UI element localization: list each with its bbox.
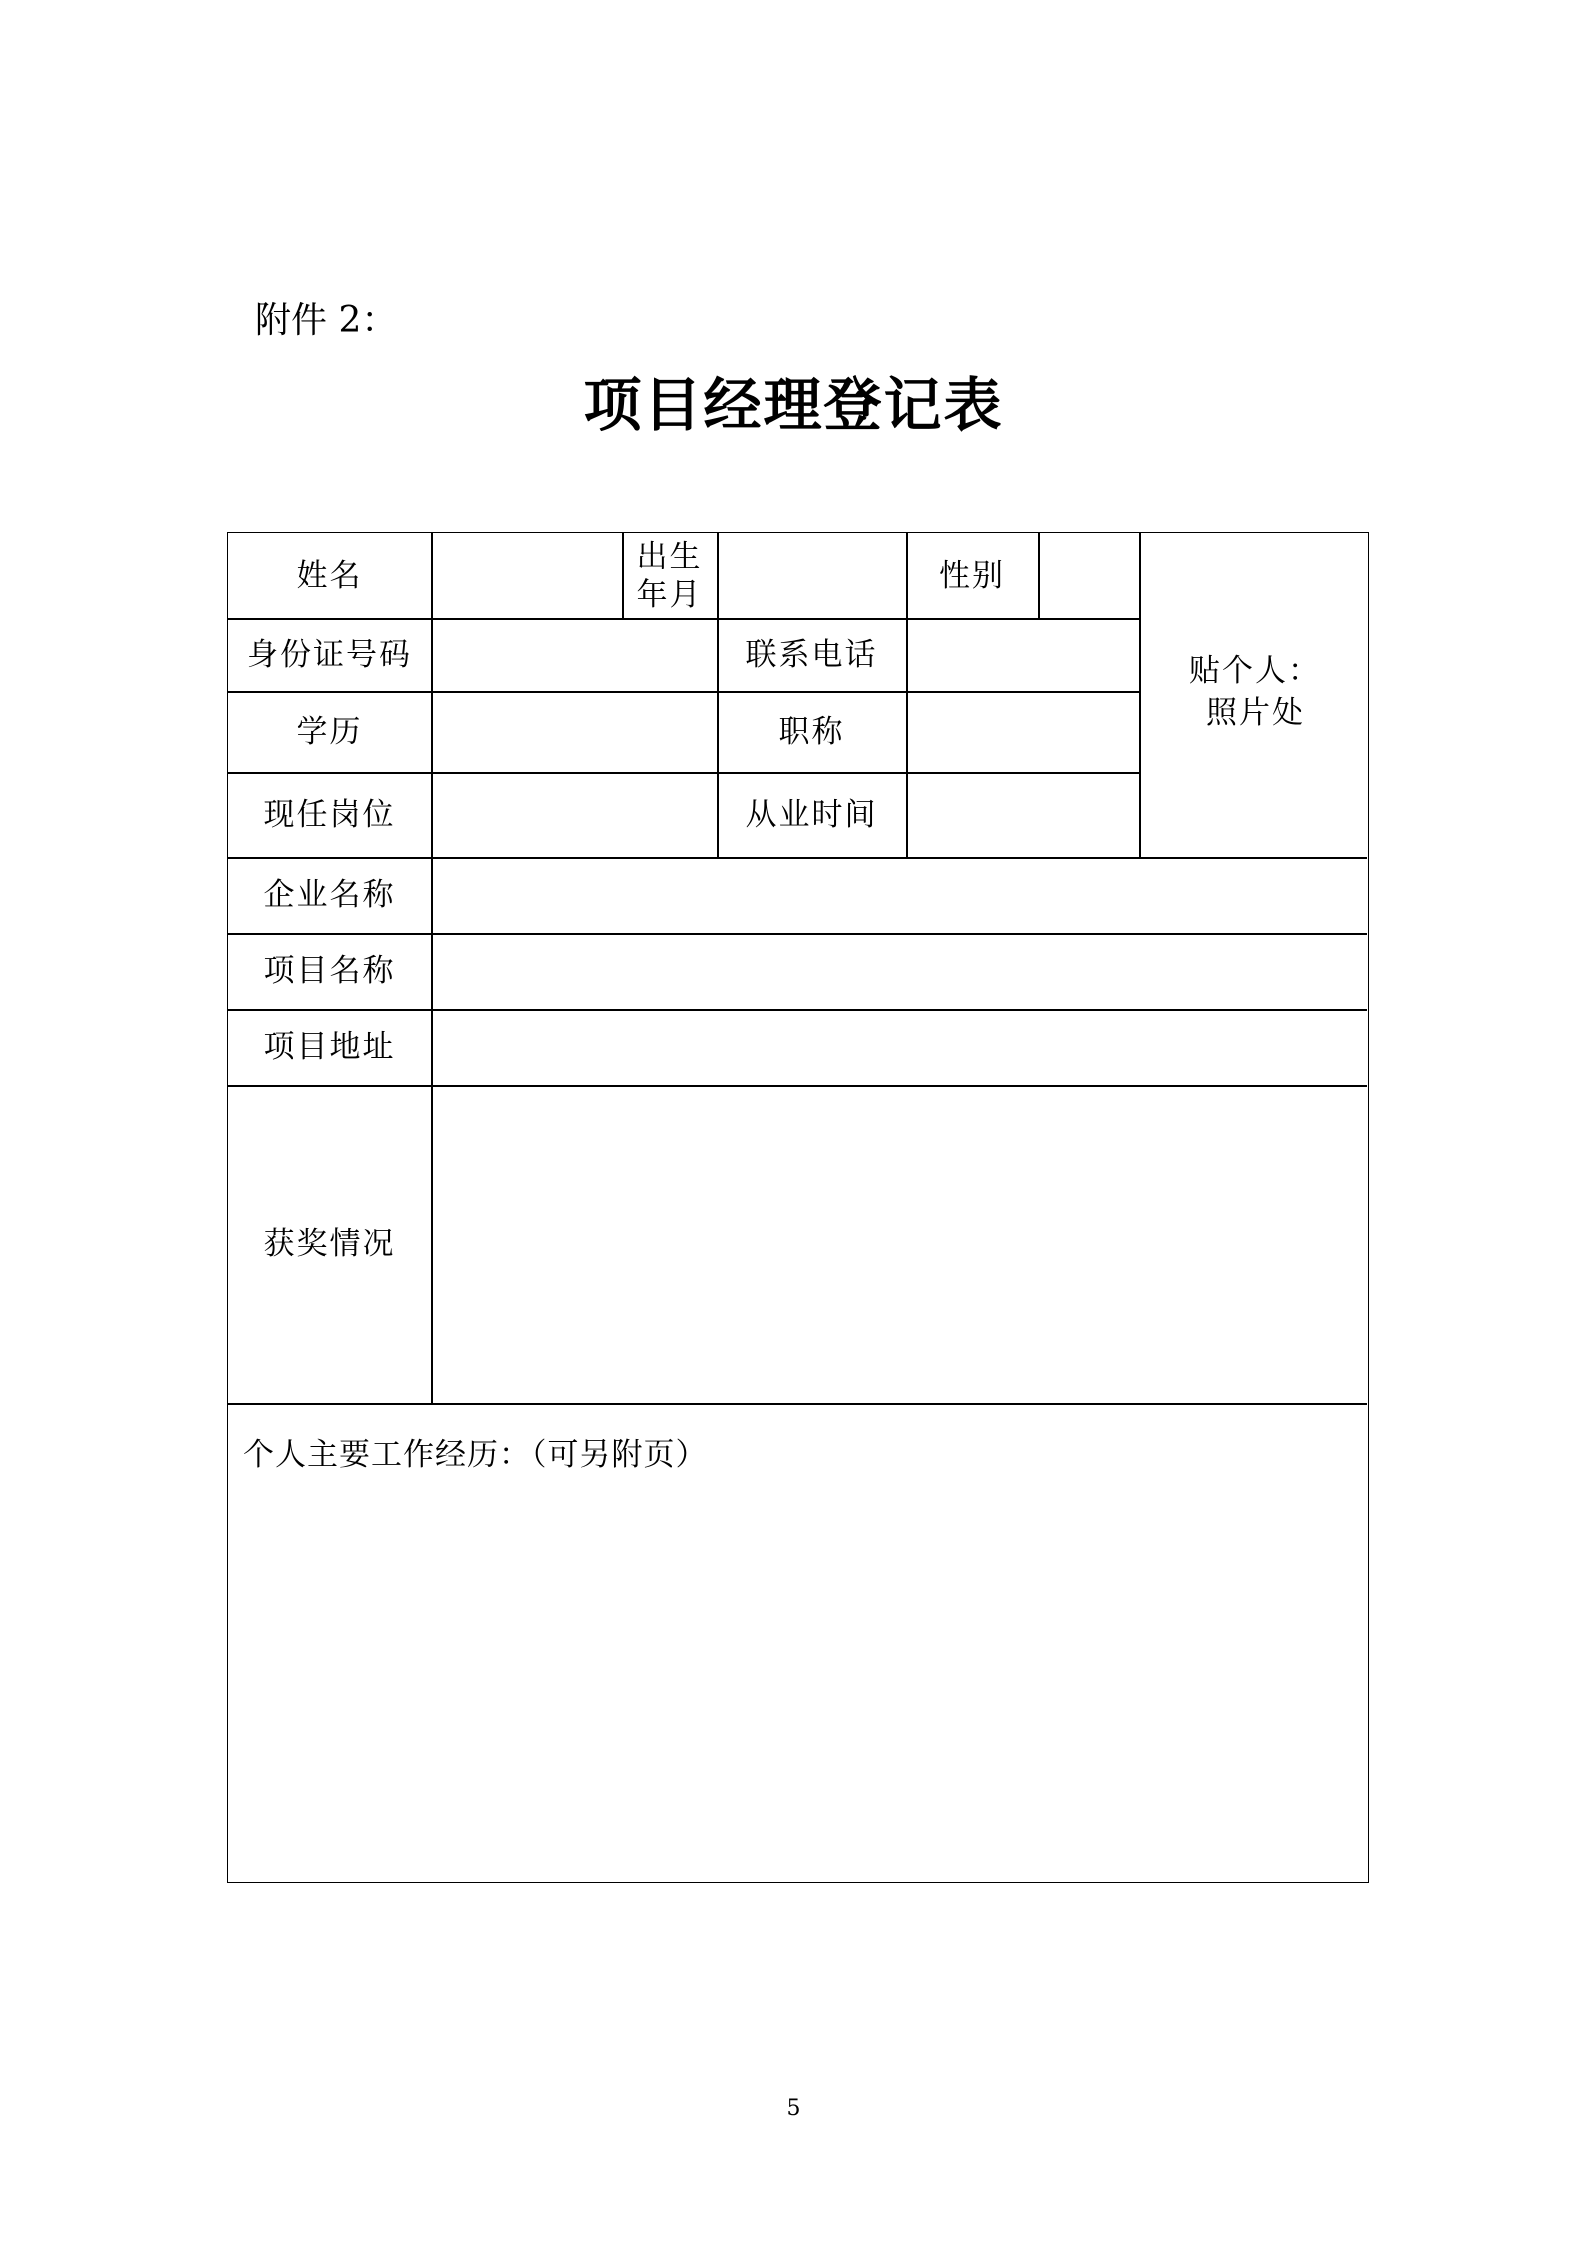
birth-date-field[interactable]: [719, 535, 905, 617]
gender-field[interactable]: [1040, 535, 1138, 617]
professional-title-label: 职称: [778, 713, 845, 750]
project-address-label: 项目地址: [263, 1029, 396, 1065]
name-field[interactable]: [433, 535, 621, 617]
current-position-label: 现任岗位: [263, 796, 396, 833]
work-history-field[interactable]: [230, 1483, 1366, 1880]
birth-date-label: [622, 533, 717, 618]
education-field[interactable]: [433, 693, 716, 771]
work-history-label: 个人主要工作经历：（可另附页）: [243, 1437, 708, 1473]
company-name-label: 企业名称: [263, 877, 396, 913]
project-name-label: 项目名称: [263, 953, 396, 989]
experience-years-field[interactable]: [908, 774, 1138, 856]
photo-label-line2: 照片处: [1206, 695, 1305, 731]
experience-years-label: 从业时间: [745, 796, 878, 833]
registration-form-table: [227, 532, 1369, 1883]
attachment-label: 附件 2：: [255, 300, 398, 341]
project-address-field[interactable]: [433, 1011, 1366, 1084]
education-label: 学历: [296, 713, 363, 750]
phone-label: 联系电话: [745, 636, 878, 673]
awards-field[interactable]: [433, 1087, 1366, 1402]
awards-label: 获奖情况: [263, 1226, 396, 1262]
birth-label-line2: 年月: [636, 576, 703, 613]
professional-title-field[interactable]: [908, 693, 1138, 771]
page-number: 5: [786, 2096, 801, 2121]
phone-field[interactable]: [908, 620, 1138, 690]
birth-label-line1: 出生: [636, 538, 703, 575]
document-title: 项目经理登记表: [583, 371, 1004, 439]
photo-label-line1: 贴个人：: [1189, 653, 1321, 689]
project-name-field[interactable]: [433, 935, 1366, 1008]
row-divider: [228, 1403, 1367, 1405]
id-number-field[interactable]: [433, 620, 716, 690]
gender-label: 性别: [939, 557, 1005, 594]
current-position-field[interactable]: [433, 774, 716, 856]
company-name-field[interactable]: [433, 859, 1366, 932]
id-number-label: 身份证号码: [247, 636, 412, 673]
name-label: 姓名: [296, 557, 363, 594]
